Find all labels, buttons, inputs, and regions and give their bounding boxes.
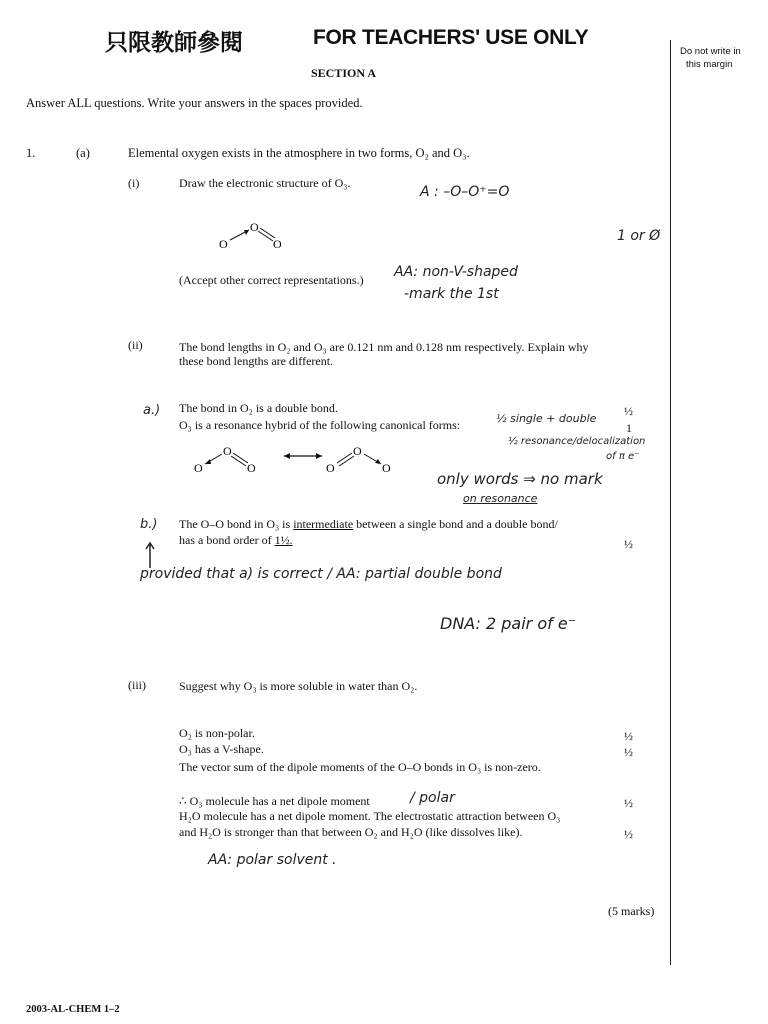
handwritten-aa-note: AA: non-V-shaped <box>394 264 518 280</box>
svg-text:O: O <box>250 220 259 234</box>
answer-iii-line1: O₂ is non-polar. <box>179 726 255 740</box>
handwritten-single-double: ½ single + double <box>496 412 597 425</box>
answer-a-mark1: ½ <box>624 404 633 418</box>
english-title: FOR TEACHERS' USE ONLY <box>313 26 589 49</box>
instructions: Answer ALL questions. Write your answers in the spaces provided. <box>26 96 363 110</box>
footer-code: 2003-AL-CHEM 1–2 <box>26 1004 120 1015</box>
handwritten-dna: DNA: 2 pair of e⁻ <box>440 614 577 633</box>
answer-iii-mark1: ½ <box>624 729 633 743</box>
answer-a-line2: O₃ is a resonance hybrid of the following canonical forms: <box>179 418 461 432</box>
margin-note-line1: Do not write in <box>680 46 741 57</box>
svg-text:O: O <box>223 444 232 458</box>
part-i-question: Draw the electronic structure of O₃. <box>179 176 351 190</box>
svg-text:O: O <box>194 461 203 475</box>
part-a-intro: Elemental oxygen exists in the atmosphere in two forms, O₂ and O₃. <box>128 146 470 160</box>
handwritten-polar: / polar <box>410 790 455 806</box>
svg-text:O: O <box>382 461 391 475</box>
part-iii-question: Suggest why O₃ is more soluble in water than O₂. <box>179 679 418 693</box>
answer-iii-mark4: ½ <box>624 827 633 841</box>
svg-text:O: O <box>326 461 335 475</box>
handwritten-structure: A : –O–O⁺=O <box>420 184 510 200</box>
answer-b-line1 <box>179 517 558 532</box>
handwritten-mark-first: -mark the 1st <box>404 286 499 302</box>
part-i-label: (i) <box>128 176 140 190</box>
answer-b-line1-post: between a single bond and a double bond/ <box>353 517 558 531</box>
handwritten-on-resonance: on resonance <box>463 492 538 505</box>
total-marks: (5 marks) <box>608 904 655 918</box>
margin-rule <box>670 40 671 965</box>
handwritten-only-words: only words ⇒ no mark <box>437 470 603 488</box>
canonical-forms-diagram <box>192 444 402 478</box>
section-heading: SECTION A <box>311 66 377 80</box>
answer-b-intermediate: intermediate <box>293 517 354 531</box>
part-ii-question-line1: The bond lengths in O₂ and O₃ are 0.121 nm and 0.128 nm respectively. Explain why <box>179 340 589 354</box>
answer-b-line2-pre: has a bond order of <box>179 533 275 547</box>
answer-iii-line3: The vector sum of the dipole moments of the O–O bonds in O₃ is non-zero. <box>179 760 541 774</box>
accept-note: (Accept other correct representations.) <box>179 273 364 287</box>
question-number: 1. <box>26 146 36 160</box>
mark-note-1-or-0: 1 or Ø <box>617 228 661 244</box>
answer-iii-line5: H₂O molecule has a net dipole moment. The electrostatic attraction between O₃ <box>179 809 561 823</box>
answer-iii-mark2: ½ <box>624 745 633 759</box>
answer-b-mark: ½ <box>624 537 633 551</box>
answer-a-line1: The bond in O₂ is a double bond. <box>179 401 338 415</box>
answer-iii-line6: and H₂O is stronger than that between O₂ and H₂O (like dissolves like). <box>179 825 523 839</box>
svg-text:O: O <box>273 237 282 251</box>
answer-a-label: a.) <box>143 403 161 418</box>
handwritten-polar-solvent: AA: polar solvent . <box>208 852 337 868</box>
answer-b-line1-pre: The O–O bond in O₃ is <box>179 517 294 531</box>
answer-iii-mark3: ½ <box>624 796 633 810</box>
svg-text:O: O <box>247 461 256 475</box>
margin-note-line2: this margin <box>686 59 733 70</box>
answer-iii-line2: O₃ has a V-shape. <box>179 742 264 756</box>
chinese-title: 只限教師參閱 <box>105 29 243 55</box>
answer-b-line2 <box>179 533 293 548</box>
svg-text:O: O <box>219 237 228 251</box>
answer-a-mark2: 1 <box>626 421 632 435</box>
handwritten-resonance: ½ resonance/delocalization <box>508 436 646 447</box>
part-ii-label: (ii) <box>128 338 143 352</box>
answer-b-bond-order: 1½. <box>274 533 293 547</box>
handwritten-pi-electrons: of π e⁻ <box>606 451 640 462</box>
handwritten-provided-that: provided that a) is correct / AA: partial double bond <box>140 566 502 582</box>
answer-b-label: b.) <box>140 517 158 532</box>
part-ii-question-line2: these bond lengths are different. <box>179 354 334 368</box>
svg-text:O: O <box>353 444 362 458</box>
part-iii-label: (iii) <box>128 678 146 692</box>
ozone-structure-diagram <box>215 218 295 252</box>
answer-iii-line4: ∴ O₃ molecule has a net dipole moment <box>179 794 370 808</box>
part-a-label: (a) <box>76 146 90 160</box>
